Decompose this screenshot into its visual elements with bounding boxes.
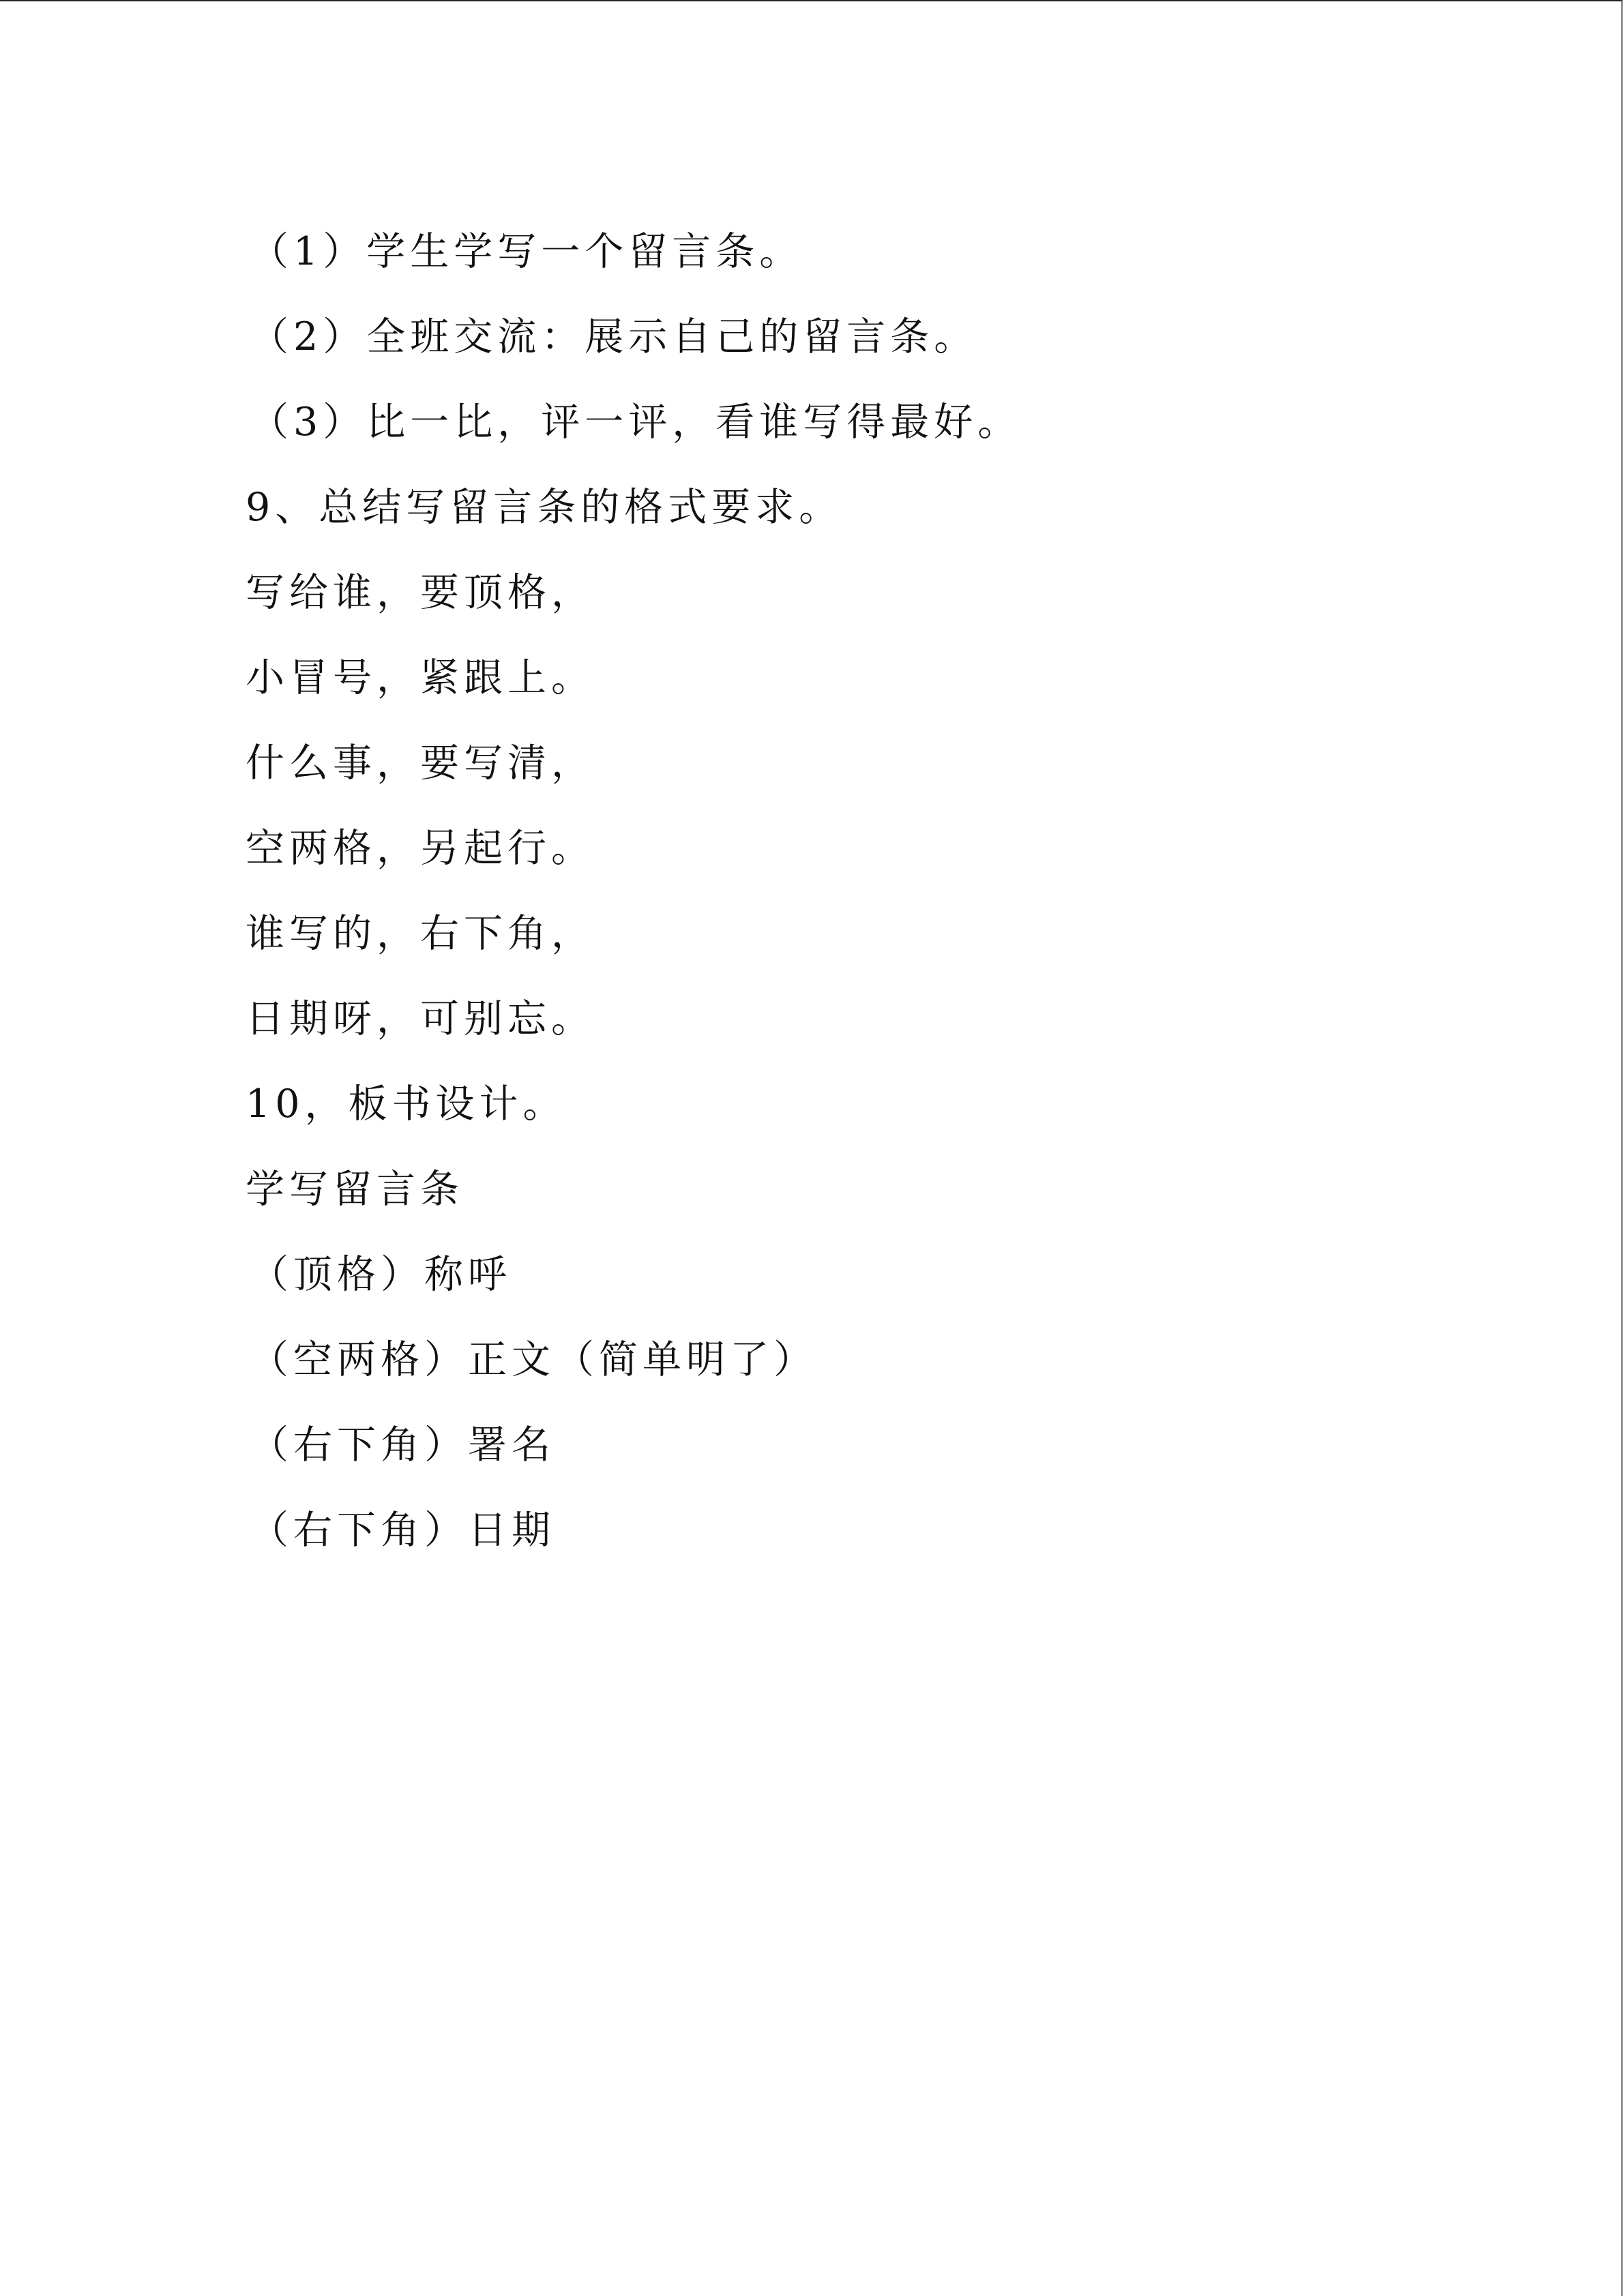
board-item: （空两格）正文（简单明了） <box>250 1337 817 1382</box>
board-item: （右下角）日期 <box>250 1508 555 1553</box>
rhyme-line: 写给谁，要顶格， <box>246 570 595 615</box>
text-line: （3）比一比，评一评，看谁写得最好。 <box>250 400 1022 445</box>
rhyme-line: 谁写的，右下角， <box>246 911 595 956</box>
section-heading: 9、总结写留言条的格式要求。 <box>246 485 843 530</box>
rhyme-line: 小冒号，紧跟上。 <box>246 655 595 700</box>
text-line: （2）全班交流：展示自己的留言条。 <box>250 314 978 359</box>
board-item: （顶格）称呼 <box>250 1252 512 1297</box>
document-body <box>246 209 1541 1573</box>
rhyme-line: 什么事，要写清， <box>246 741 595 786</box>
board-item: （右下角）署名 <box>250 1422 555 1467</box>
board-title: 学写留言条 <box>246 1167 464 1212</box>
text-line: （1）学生学写一个留言条。 <box>250 229 803 274</box>
rhyme-line: 空两格，另起行。 <box>246 826 595 871</box>
section-heading: 10，板书设计。 <box>246 1082 567 1127</box>
rhyme-line: 日期呀，可别忘。 <box>246 996 595 1041</box>
